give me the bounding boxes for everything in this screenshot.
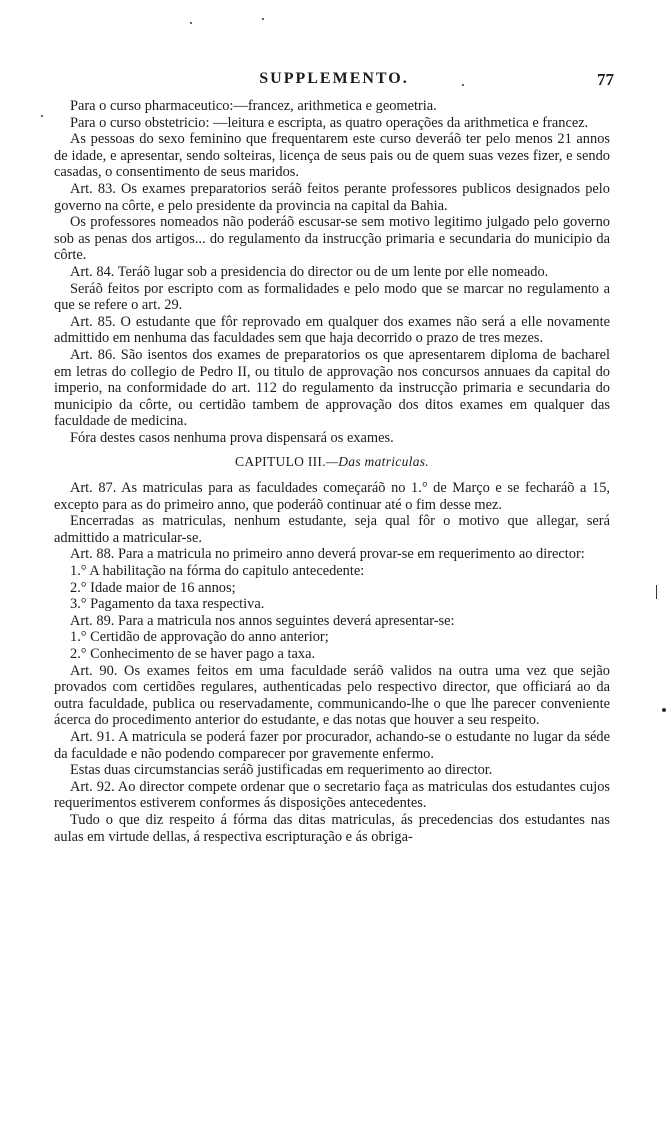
paragraph: Art. 89. Para a matricula nos annos seguintes deverá apresentar-se: bbox=[70, 612, 455, 629]
scan-speck bbox=[662, 708, 666, 712]
paragraph: Art. 87. As matriculas para as faculdades começaráõ no 1.° de Março e se fecharáõ a 15, excepto para as do primeiro anno, que poderáõ continuar até o fim desse mez. bbox=[54, 480, 610, 513]
paragraph: Os professores nomeados não poderáõ escusar-se sem motivo legitimo julgado pelo governo sob as penas dos artigos... do regulamento da instrucção primaria e secundaria do municipio da côrte. bbox=[54, 214, 610, 264]
paragraph: 3.° Pagamento da taxa respectiva. bbox=[70, 596, 265, 613]
paragraphs-before-chapter bbox=[54, 98, 610, 446]
chapter-dash: — bbox=[325, 454, 339, 470]
scan-speck bbox=[656, 585, 657, 599]
paragraph: Para o curso pharmaceutico:—francez, arithmetica e geometria. bbox=[70, 98, 437, 114]
paragraph: Encerradas as matriculas, nenhum estudante, seja qual fôr o motivo que allegar, será admittido a matricular-se. bbox=[54, 513, 610, 546]
paragraph: Art. 84. Teráõ lugar sob a presidencia do director ou de um lente por elle nomeado. bbox=[70, 263, 549, 280]
scan-speck bbox=[462, 84, 464, 86]
body-text bbox=[54, 98, 610, 845]
paragraph: 1.° A habilitação na fórma do capitulo antecedente: bbox=[70, 563, 365, 580]
paragraph: Art. 85. O estudante que fôr reprovado em qualquer dos exames não será a elle novamente admittido em nenhuma das faculdades sem que haja decorrido o prazo de tres mezes. bbox=[54, 313, 610, 347]
paragraph: 2.° Idade maior de 16 annos; bbox=[70, 579, 236, 596]
paragraph: Tudo o que diz respeito á fórma das ditas matriculas, ás precedencias dos estudantes nas aulas em virtude dellas, á respectiva escripturação e ás obriga- bbox=[54, 811, 610, 845]
paragraph: Fóra destes casos nenhuma prova dispensará os exames. bbox=[70, 429, 394, 446]
chapter-label: CAPITULO III. bbox=[235, 454, 326, 470]
paragraph: 1.° Certidão de approvação do anno anterior; bbox=[70, 629, 329, 646]
scan-speck bbox=[262, 18, 264, 20]
running-title: SUPPLEMENTO. bbox=[259, 70, 409, 87]
page-header bbox=[54, 70, 614, 92]
chapter-heading bbox=[54, 454, 610, 471]
page-number: 77 bbox=[597, 70, 614, 89]
paragraph: Art. 88. Para a matricula no primeiro anno deverá provar-se em requerimento ao director: bbox=[70, 546, 585, 563]
scan-speck bbox=[190, 22, 192, 24]
paragraphs-after-chapter bbox=[54, 480, 610, 845]
paragraph: Art. 91. A matricula se poderá fazer por procurador, achando-se o estudante no lugar da séde da faculdade e não podendo comparecer por gravemente enfermo. bbox=[54, 728, 610, 762]
paragraph: Seráõ feitos por escripto com as formalidades e pelo modo que se marcar no regulamento a que se refere o art. 29. bbox=[54, 280, 610, 314]
paragraph: Art. 86. São isentos dos exames de preparatorios os que apresentarem diploma de bacharel em letras do collegio de Pedro II, ou titulo de approvação nos concursos annuaes da capital do imperio, na conformidade do art. 112 do regulamento da instrucção primaria e secundaria do municipio da côrte, ou certidão tambem de approvação dos ditos exames em qualquer das faculdade de medicina. bbox=[54, 346, 610, 430]
paragraph: Para o curso obstetricio: —leitura e escripta, as quatro operações da arithmetica e francez. bbox=[70, 114, 589, 131]
chapter-title: Das matriculas. bbox=[338, 454, 429, 470]
paragraph: Art. 83. Os exames preparatorios seráõ feitos perante professores publicos designados pelo governo na côrte, e pelo presidente da provincia na capital da Bahia. bbox=[54, 180, 610, 214]
paragraph: As pessoas do sexo feminino que frequentarem este curso deveráõ ter pelo menos 21 annos de idade, e apresentar, sendo solteiras, licença de seus pais ou de quem suas vezes fizer, e sendo casadas, o consentimento de seus maridos. bbox=[54, 131, 610, 181]
paragraph: 2.° Conhecimento de se haver pago a taxa. bbox=[70, 646, 316, 662]
scan-speck bbox=[41, 115, 43, 117]
paragraph: Art. 92. Ao director compete ordenar que o secretario faça as matriculas dos estudantes cujos requerimentos estiverem conformes ás disposições antecedentes. bbox=[54, 778, 610, 812]
paragraph: Estas duas circumstancias seráõ justificadas em requerimento ao director. bbox=[70, 762, 493, 779]
paragraph: Art. 90. Os exames feitos em uma faculdade seráõ validos na outra uma vez que sejão provados com certidões regulares, authenticadas pelo respectivo director, que officiará ao da outra faculdade, publica ou reservadamente, communicando-lhe o que lhe parecer conveniente ácerca do procedimento anterior do estudante, e das notas que houver a seu respeito. bbox=[54, 662, 610, 729]
